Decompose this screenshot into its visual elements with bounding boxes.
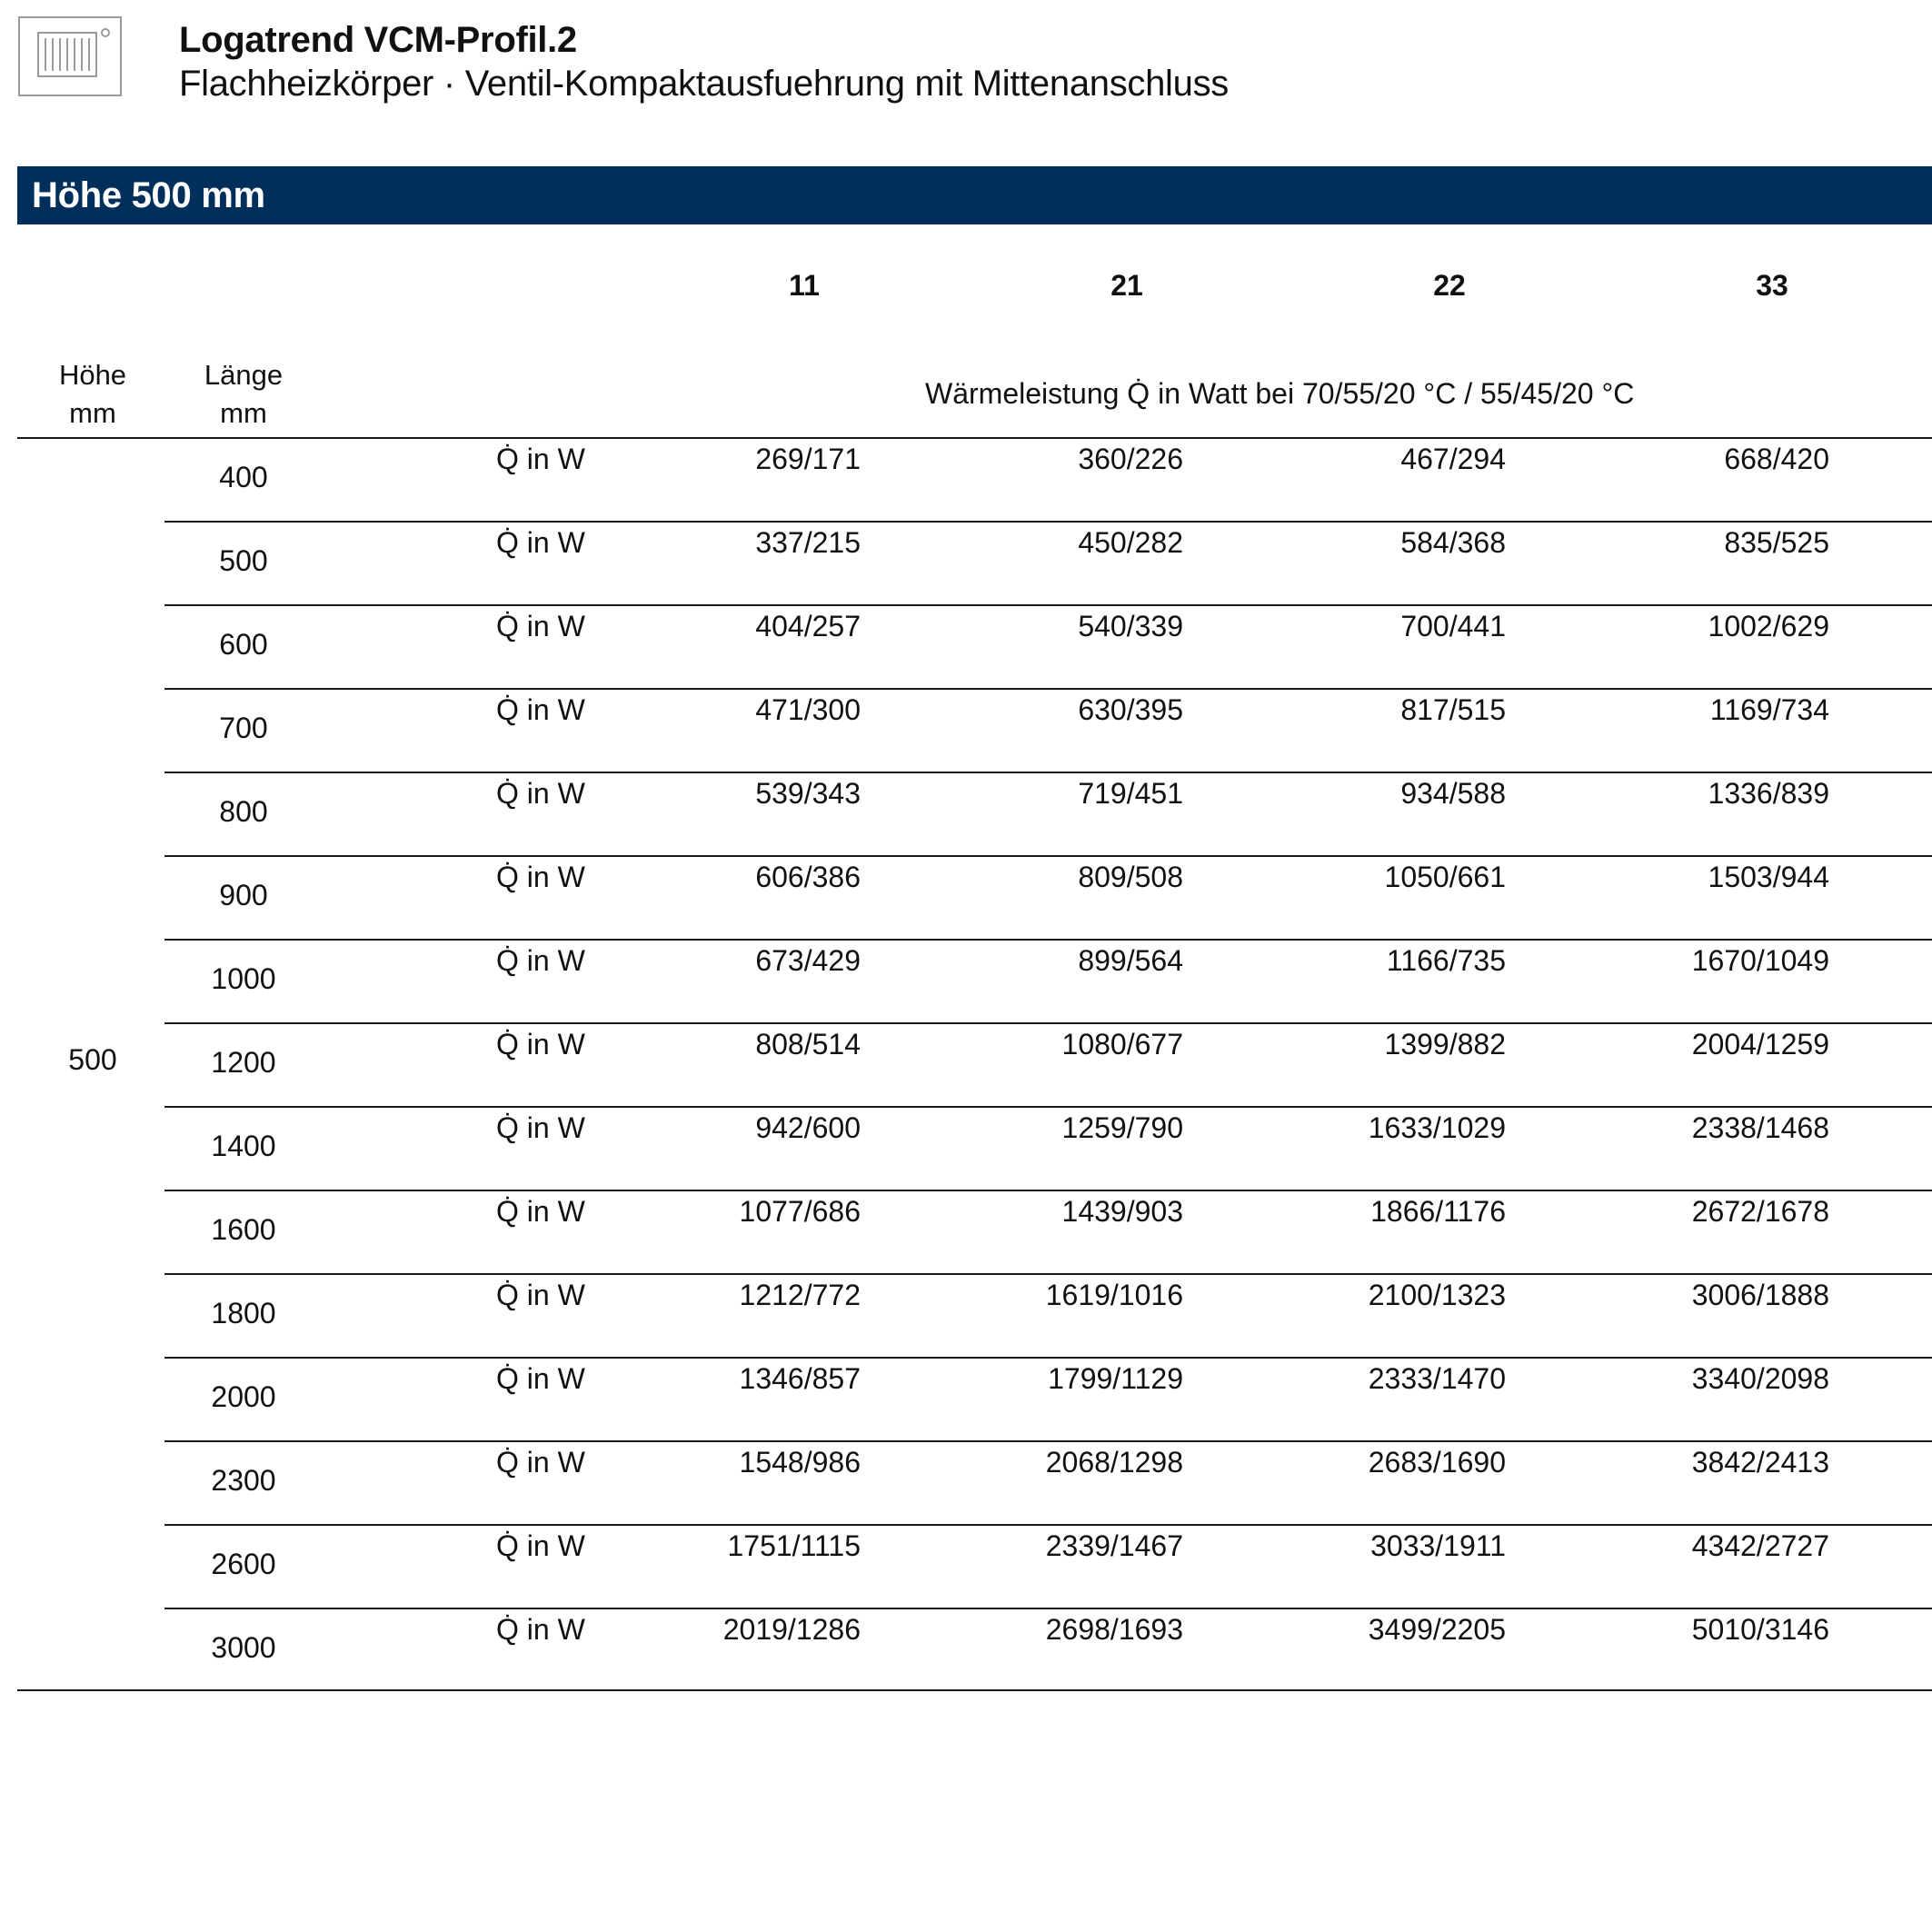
cell-length: 2300 [211,1464,276,1497]
cell-value-21: 630/395 [1078,693,1183,726]
cell-length: 1600 [211,1213,276,1246]
cell-value-11: 1751/1115 [727,1529,861,1562]
cell-length: 600 [219,628,268,661]
cell-value-22: 1633/1029 [1368,1111,1506,1144]
cell-value-33: 1670/1049 [1691,944,1829,977]
cell-length: 1000 [211,962,276,995]
cell-value-22: 2333/1470 [1368,1362,1506,1395]
cell-value-22: 3033/1911 [1370,1529,1506,1562]
column-header-height [20,356,165,433]
cell-value-21: 2339/1467 [1045,1529,1183,1562]
type-header-22: 22 [1433,269,1466,302]
cell-value-33: 1169/734 [1709,693,1829,726]
table-row [0,1275,1932,1359]
page-subtitle: Flachheizkörper · Ventil-Kompaktausfuehrung mit Mittenanschluss [179,64,1229,104]
column-header-height-text: Höhe mm [58,359,127,429]
table-row [0,606,1932,690]
cell-unit: Q̇ in W [496,526,585,559]
table-bottom-rule [17,1689,1932,1691]
cell-value-33: 2004/1259 [1691,1028,1829,1061]
cell-value-11: 2019/1286 [722,1613,861,1646]
cell-value-21: 809/508 [1078,861,1183,893]
cell-value-21: 2068/1298 [1045,1446,1183,1479]
cell-length: 400 [219,461,268,493]
table-row [0,1359,1932,1442]
cell-length: 1400 [211,1130,276,1162]
cell-value-11: 269/171 [755,443,861,475]
cell-value-21: 1080/677 [1061,1028,1183,1061]
cell-unit: Q̇ in W [496,1279,585,1311]
type-header-33: 33 [1756,269,1788,302]
cell-value-22: 934/588 [1400,777,1506,810]
cell-length: 3000 [211,1631,276,1664]
table-row [0,690,1932,773]
cell-value-11: 1548/986 [739,1446,861,1479]
cell-value-22: 1866/1176 [1370,1195,1506,1228]
cell-unit: Q̇ in W [496,693,585,726]
performance-label: Wärmeleistung Q̇ in Watt bei 70/55/20 °C / 55/45/20 °C [925,377,1635,410]
table-row [0,1024,1932,1108]
cell-value-21: 719/451 [1078,777,1183,810]
cell-value-21: 1439/903 [1061,1195,1183,1228]
table-row [0,857,1932,941]
cell-value-21: 1619/1016 [1045,1279,1183,1311]
table-row [0,1191,1932,1275]
cell-value-33: 3006/1888 [1691,1279,1829,1311]
cell-value-21: 899/564 [1078,944,1183,977]
cell-value-22: 700/441 [1400,610,1506,642]
column-header-length-text: Länge mm [204,359,284,429]
table-row [0,773,1932,857]
table-row [0,1609,1932,1693]
cell-value-33: 3842/2413 [1691,1446,1829,1479]
cell-value-33: 3340/2098 [1691,1362,1829,1395]
section-banner [17,166,1932,224]
cell-length: 2600 [211,1548,276,1580]
cell-value-33: 4342/2727 [1691,1529,1829,1562]
cell-value-21: 540/339 [1078,610,1183,642]
table-row [0,439,1932,523]
cell-length: 2000 [211,1380,276,1413]
cell-length: 800 [219,795,268,828]
table-row [0,1442,1932,1526]
cell-unit: Q̇ in W [496,1028,585,1061]
height-value: 500 [68,1043,117,1076]
cell-unit: Q̇ in W [496,1111,585,1144]
section-title: Höhe 500 mm [32,175,265,215]
cell-unit: Q̇ in W [496,1362,585,1395]
cell-value-33: 1002/629 [1708,610,1829,642]
cell-value-21: 1259/790 [1061,1111,1183,1144]
table-row [0,1108,1932,1191]
cell-value-33: 2672/1678 [1691,1195,1829,1228]
cell-value-11: 606/386 [755,861,861,893]
cell-value-11: 808/514 [755,1028,861,1061]
cell-unit: Q̇ in W [496,1446,585,1479]
cell-length: 900 [219,879,268,911]
table-row [0,941,1932,1024]
cell-length: 1800 [211,1297,276,1329]
cell-value-11: 1212/772 [739,1279,861,1311]
radiator-icon [20,18,120,95]
cell-value-33: 1503/944 [1708,861,1829,893]
column-header-length [171,356,316,433]
cell-value-21: 360/226 [1078,443,1183,475]
cell-value-33: 5010/3146 [1691,1613,1829,1646]
cell-value-22: 3499/2205 [1368,1613,1506,1646]
cell-value-11: 942/600 [755,1111,861,1144]
cell-value-22: 584/368 [1400,526,1506,559]
cell-value-21: 2698/1693 [1045,1613,1183,1646]
cell-unit: Q̇ in W [496,1195,585,1228]
table-row [0,1526,1932,1609]
type-header-11: 11 [789,269,820,302]
cell-length: 700 [219,712,268,744]
cell-unit: Q̇ in W [496,610,585,642]
page-title: Logatrend VCM-Profil.2 [179,20,577,60]
cell-value-22: 2683/1690 [1368,1446,1506,1479]
cell-value-33: 1336/839 [1708,777,1829,810]
cell-value-22: 1050/661 [1384,861,1506,893]
cell-value-22: 817/515 [1400,693,1506,726]
cell-unit: Q̇ in W [496,1613,585,1646]
cell-unit: Q̇ in W [496,944,585,977]
cell-value-21: 1799/1129 [1048,1362,1183,1395]
cell-value-11: 1346/857 [739,1362,861,1395]
cell-value-21: 450/282 [1078,526,1183,559]
cell-value-33: 668/420 [1724,443,1829,475]
cell-length: 1200 [211,1046,276,1079]
cell-value-11: 1077/686 [739,1195,861,1228]
cell-value-11: 471/300 [755,693,861,726]
cell-value-33: 835/525 [1724,526,1829,559]
cell-unit: Q̇ in W [496,861,585,893]
radiator-logo [18,16,122,96]
cell-value-22: 1399/882 [1384,1028,1506,1061]
cell-value-33: 2338/1468 [1691,1111,1829,1144]
cell-value-11: 337/215 [755,526,861,559]
table-row [0,523,1932,606]
cell-value-11: 404/257 [755,610,861,642]
cell-value-11: 539/343 [755,777,861,810]
cell-unit: Q̇ in W [496,1529,585,1562]
cell-value-22: 467/294 [1400,443,1506,475]
cell-value-22: 2100/1323 [1368,1279,1506,1311]
cell-unit: Q̇ in W [496,443,585,475]
type-header-21: 21 [1110,269,1143,302]
cell-length: 500 [219,544,268,577]
cell-unit: Q̇ in W [496,777,585,810]
cell-value-22: 1166/735 [1386,944,1506,977]
cell-value-11: 673/429 [755,944,861,977]
